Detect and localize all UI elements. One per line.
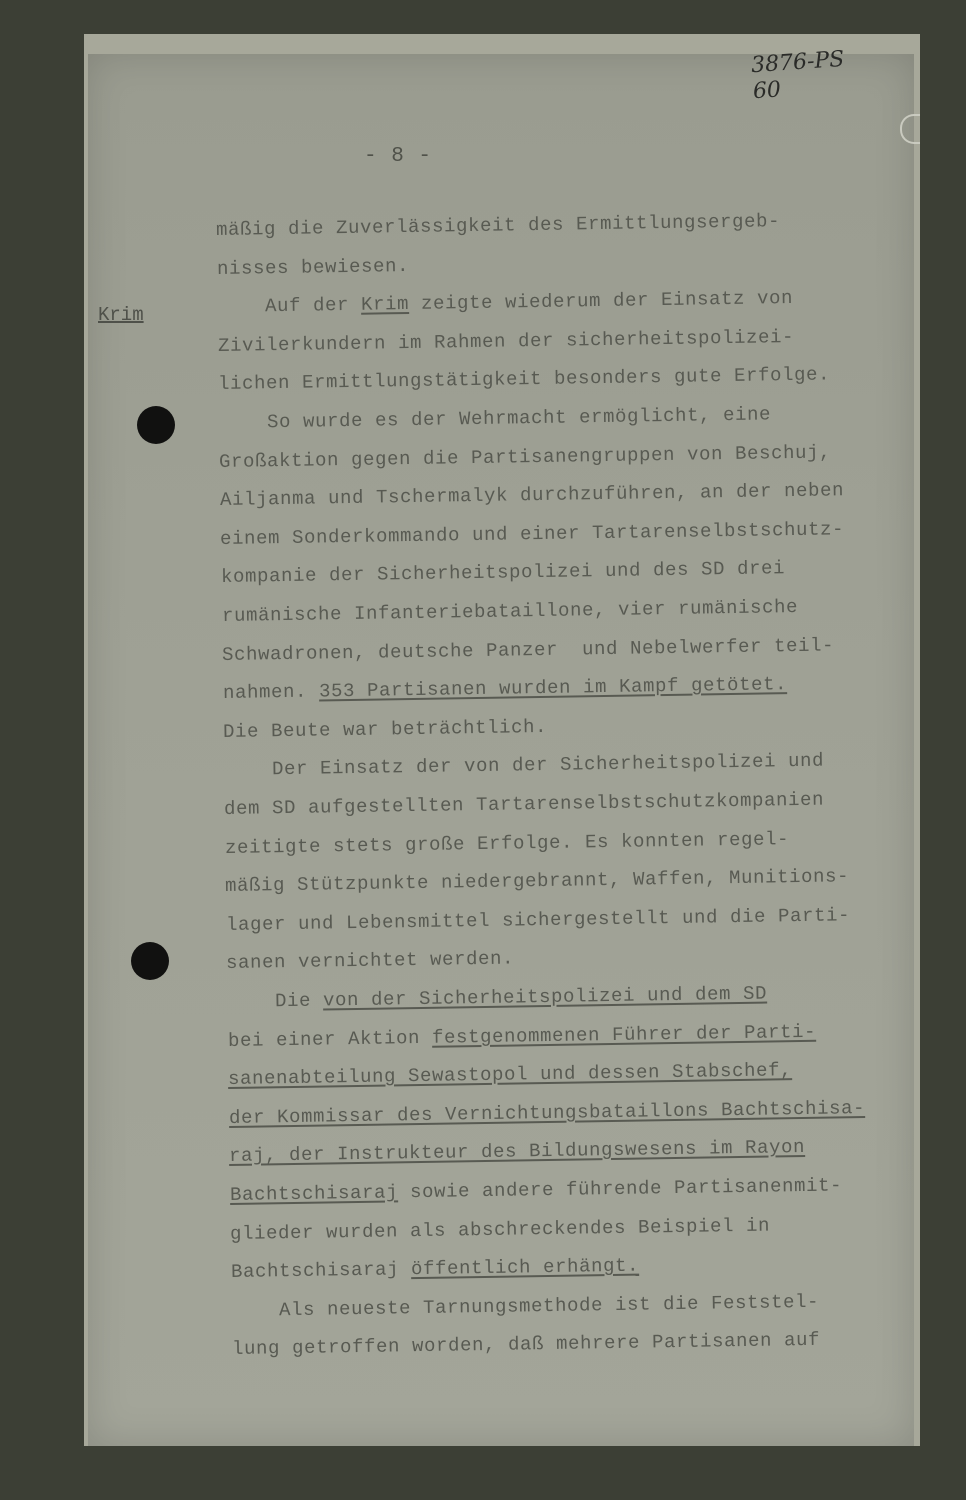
text-segment: kompanie der Sicherheitspolizei und des SD drei — [220, 557, 786, 589]
archive-handwritten-note: 3876-PS 60 — [750, 46, 846, 105]
text-segment: So wurde es der Wehrmacht ermöglicht, eine — [218, 403, 771, 434]
text-segment: glieder wurden als abschreckendes Beispiel in — [230, 1214, 771, 1245]
underlined-text: Krim — [360, 293, 410, 316]
text-segment: Die — [226, 989, 324, 1013]
punch-hole-top — [137, 406, 175, 444]
text-segment: Auf der — [216, 293, 362, 319]
text-segment: zeitigte stets große Erfolge. Es konnten regel- — [224, 827, 789, 859]
text-segment: rumänische Infanteriebataillone, vier rumänische — [221, 595, 798, 627]
page-number: - 8 - — [364, 145, 433, 168]
text-segment: mäßig Stützpunkte niedergebrannt, Waffen, Munitions- — [225, 865, 850, 898]
text-segment: Der Einsatz der von der Sicherheitspolizei und — [223, 749, 824, 782]
punch-hole-bottom — [131, 942, 169, 980]
text-segment: einem Sonderkommando und einer Tartarenselbstschutz- — [220, 517, 845, 550]
underlined-text: Bachtschisaraj — [229, 1181, 398, 1206]
underlined-text: öffentlich erhängt. — [410, 1254, 640, 1281]
text-segment: nisses bewiesen. — [216, 254, 409, 280]
underlined-text: von der Sicherheitspolizei und dem SD — [322, 982, 768, 1012]
text-segment: dem SD aufgestellten Tartarenselbstschutzkompanien — [224, 788, 825, 820]
text-segment: lager und Lebensmittel sichergestellt und die Parti- — [225, 903, 851, 936]
text-segment: Großaktion gegen die Partisanengruppen von Beschuj, — [219, 440, 832, 473]
text-segment: zeigte wiederum der Einsatz von — [408, 287, 794, 316]
underlined-text: sanenabteilung Sewastopol und dessen Stabschef, — [227, 1059, 793, 1091]
underlined-text: 353 Partisanen wurden im Kampf getötet. — [318, 673, 787, 703]
text-segment: Ailjanma und Tschermalyk durchzuführen, an der neben — [219, 479, 845, 512]
text-segment: Zivilerkundern im Rahmen der sicherheitspolizei- — [217, 325, 794, 357]
underlined-text: raj, der Instrukteur des Bildungswesens im Rayon — [229, 1136, 806, 1168]
text-segment: sanen vernichtet werden. — [226, 947, 515, 975]
text-segment: lichen Ermittlungstätigkeit besonders gute Erfolge. — [218, 363, 831, 396]
text-segment: Schwadronen, deutsche Panzer und Nebelwerfer teil- — [221, 633, 835, 666]
text-segment: Bachtschisaraj — [230, 1258, 412, 1284]
text-segment: lung getroffen worden, daß mehrere Partisanen auf — [231, 1329, 821, 1361]
text-segment: nahmen. — [222, 680, 319, 705]
text-segment: Die Beute war beträchtlich. — [222, 715, 548, 743]
margin-note: Krim — [98, 304, 144, 326]
clip-mark — [900, 114, 920, 144]
underlined-text: festgenommenen Führer der Parti- — [431, 1020, 816, 1049]
underlined-text: der Kommissar des Vernichtungsbataillons Bachtschisa- — [228, 1096, 865, 1129]
text-segment: mäßig die Zuverlässigkeit des Ermittlungsergeb- — [215, 210, 781, 241]
text-segment: Als neueste Tarnungsmethode ist die Feststel- — [231, 1290, 820, 1322]
text-segment: sowie andere führende Partisanenmit- — [397, 1174, 842, 1204]
text-line — [216, 255, 408, 280]
text-segment: bei einer Aktion — [227, 1026, 432, 1052]
